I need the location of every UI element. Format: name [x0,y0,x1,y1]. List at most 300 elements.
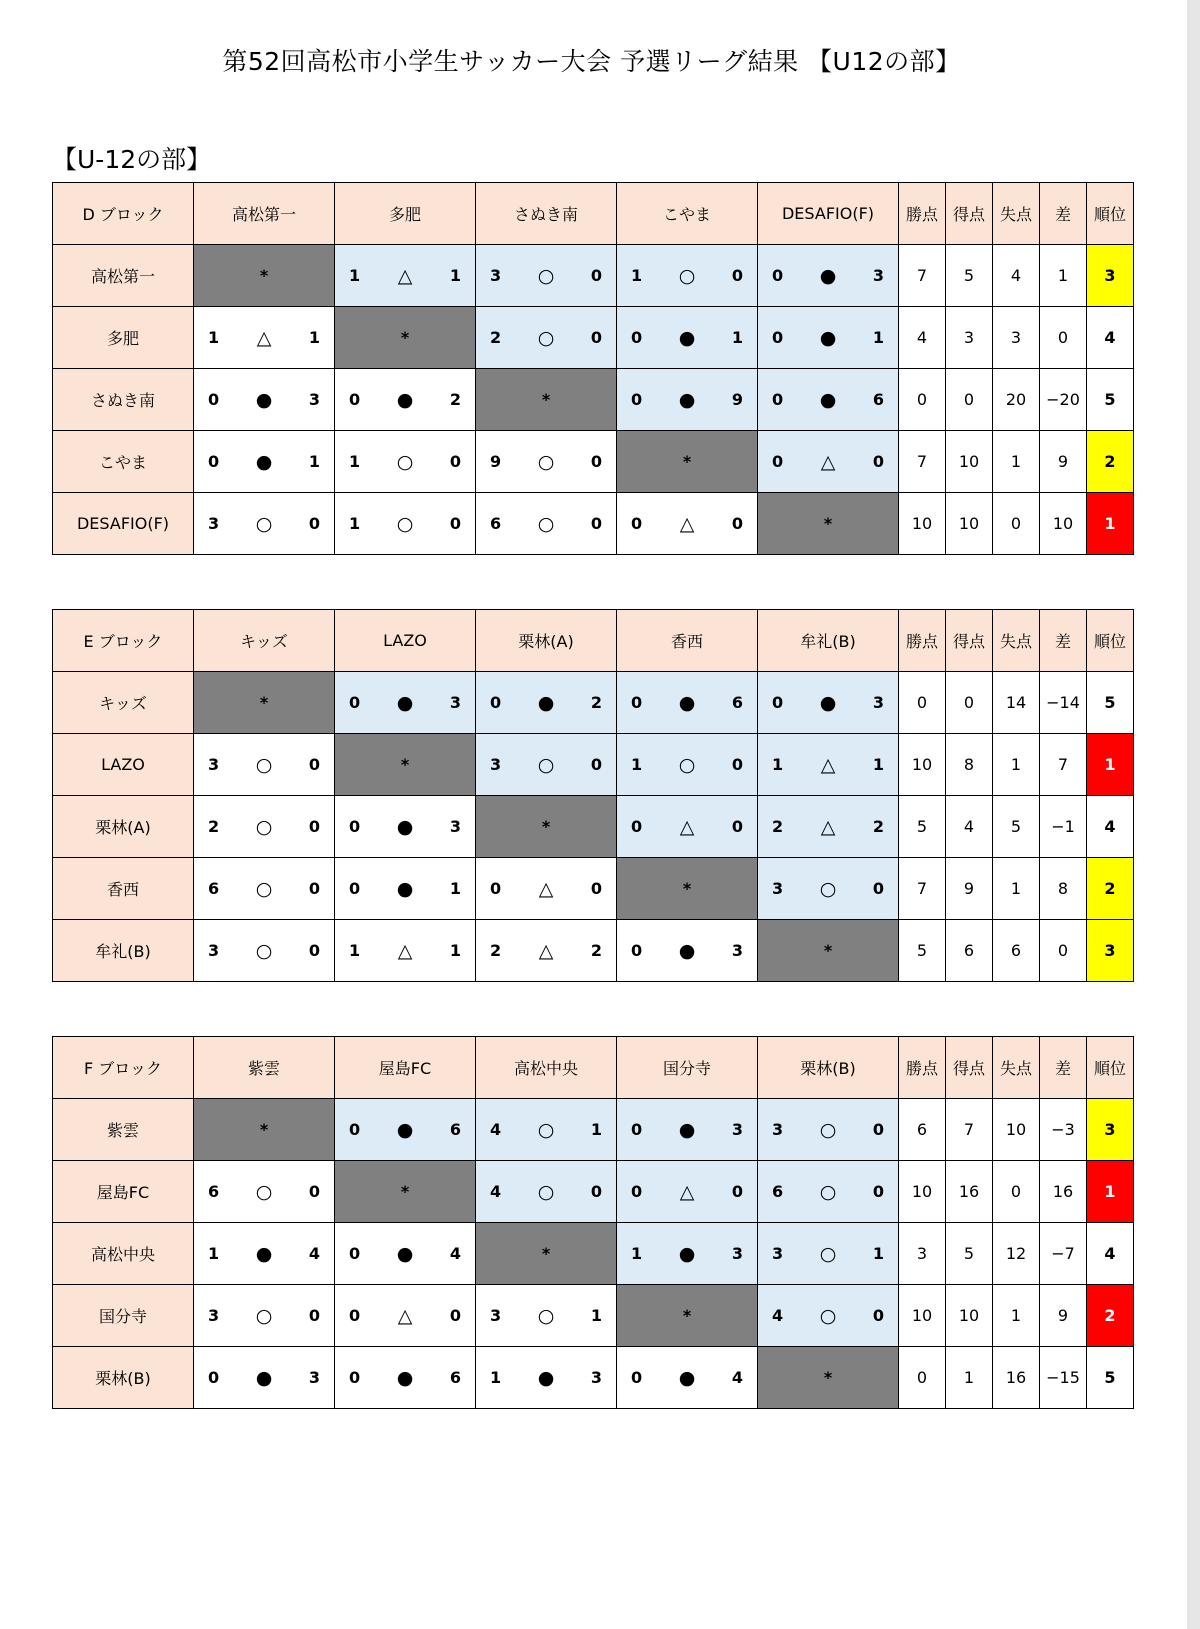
score-against: 3 [731,941,743,960]
table-row [53,796,1134,858]
match-result-cell [476,245,617,307]
points-cell: 10 [899,493,946,555]
result-symbol: ○ [255,877,273,900]
column-team-header: 牟礼(B) [758,610,899,672]
result-symbol: ○ [819,877,837,900]
goals-for-cell: 5 [946,245,993,307]
score-for: 1 [631,266,643,285]
result-symbol: △ [256,326,272,349]
match-result-cell [335,245,476,307]
goals-for-cell: 9 [946,858,993,920]
score-for: 3 [208,514,220,533]
section-heading: 【U-12の部】 [52,145,212,174]
score-against: 4 [731,1368,743,1387]
points-cell: 0 [899,672,946,734]
result-symbol: ● [255,388,273,411]
match-result-cell [476,1347,617,1409]
points-cell: 3 [899,1223,946,1285]
goal-diff-cell: −15 [1040,1347,1087,1409]
column-team-header: 紫雲 [194,1037,335,1099]
rank-cell: 2 [1087,858,1134,920]
result-symbol: ● [678,1366,696,1389]
match-result-cell [194,431,335,493]
score-against: 0 [872,1306,884,1325]
self-match-cell: * [617,431,758,493]
row-team-name: 紫雲 [53,1099,194,1161]
goals-for-cell: 16 [946,1161,993,1223]
result-symbol: ○ [819,1242,837,1265]
result-symbol: ○ [678,753,696,776]
self-match-cell: * [758,920,899,982]
match-result-cell [617,672,758,734]
result-symbol: ○ [537,753,555,776]
match-result-cell [617,1099,758,1161]
points-cell: 7 [899,245,946,307]
result-symbol: ○ [255,1180,273,1203]
match-result-cell [476,493,617,555]
score-against: 2 [872,817,884,836]
rank-cell: 4 [1087,307,1134,369]
match-result-cell [194,734,335,796]
score-for: 0 [349,1368,361,1387]
goals-for-cell: 8 [946,734,993,796]
score-for: 1 [349,266,361,285]
score-against: 9 [731,390,743,409]
rank-cell: 1 [1087,734,1134,796]
score-for: 0 [772,693,784,712]
result-symbol: ● [537,1366,555,1389]
score-for: 6 [772,1182,784,1201]
points-cell: 10 [899,1161,946,1223]
result-symbol: ○ [255,753,273,776]
match-result-cell [758,1223,899,1285]
score-against: 0 [590,1182,602,1201]
score-for: 0 [631,817,643,836]
match-result-cell [194,1161,335,1223]
result-symbol: △ [397,1304,413,1327]
goal-diff-cell: −14 [1040,672,1087,734]
result-symbol: △ [679,512,695,535]
score-against: 6 [449,1120,461,1139]
row-team-name: 牟礼(B) [53,920,194,982]
match-result-cell [335,796,476,858]
stat-header: 勝点 [899,610,946,672]
goals-against-cell: 16 [993,1347,1040,1409]
match-result-cell [335,1285,476,1347]
row-team-name: キッズ [53,672,194,734]
match-result-cell [758,1285,899,1347]
result-symbol: ○ [255,1304,273,1327]
match-result-cell [617,1223,758,1285]
points-cell: 0 [899,369,946,431]
page-title: 第52回高松市小学生サッカー大会 予選リーグ結果 【U12の部】 [222,47,961,76]
goals-for-cell: 0 [946,672,993,734]
score-for: 1 [208,1244,220,1263]
goals-for-cell: 3 [946,307,993,369]
match-result-cell [335,369,476,431]
result-symbol: ● [396,815,414,838]
score-against: 3 [872,266,884,285]
block-name: E ブロック [53,610,194,672]
table-row [53,1285,1134,1347]
match-result-cell [617,369,758,431]
goals-against-cell: 1 [993,431,1040,493]
rank-cell: 5 [1087,369,1134,431]
score-for: 6 [208,1182,220,1201]
result-symbol: ○ [819,1118,837,1141]
score-for: 0 [490,879,502,898]
rank-cell: 5 [1087,672,1134,734]
score-for: 6 [490,514,502,533]
match-result-cell [194,369,335,431]
score-for: 0 [631,1182,643,1201]
points-cell: 7 [899,431,946,493]
score-against: 6 [872,390,884,409]
score-against: 0 [308,755,320,774]
rank-cell: 1 [1087,493,1134,555]
points-cell: 5 [899,920,946,982]
points-cell: 4 [899,307,946,369]
score-for: 0 [772,390,784,409]
league-table-2 [52,609,1134,982]
result-symbol: ● [396,1366,414,1389]
match-result-cell [194,1347,335,1409]
score-for: 0 [772,452,784,471]
score-for: 3 [208,1306,220,1325]
score-against: 0 [590,755,602,774]
score-for: 3 [772,879,784,898]
goal-diff-cell: 0 [1040,920,1087,982]
goals-against-cell: 1 [993,1285,1040,1347]
match-result-cell [617,493,758,555]
score-against: 0 [308,514,320,533]
score-for: 2 [208,817,220,836]
result-symbol: ○ [255,815,273,838]
match-result-cell [335,1223,476,1285]
score-for: 3 [208,941,220,960]
result-symbol: ● [255,1242,273,1265]
score-for: 3 [490,755,502,774]
score-for: 2 [772,817,784,836]
match-result-cell [617,920,758,982]
goal-diff-cell: 7 [1040,734,1087,796]
goals-for-cell: 10 [946,1285,993,1347]
score-against: 0 [731,755,743,774]
table-header-row [53,1037,1134,1099]
result-symbol: ○ [819,1304,837,1327]
result-symbol: ○ [537,326,555,349]
block-name: F ブロック [53,1037,194,1099]
score-against: 1 [872,755,884,774]
column-team-header: さぬき南 [476,183,617,245]
table-row [53,672,1134,734]
stat-header: 勝点 [899,183,946,245]
stat-header: 順位 [1087,183,1134,245]
match-result-cell [335,1347,476,1409]
table-row [53,493,1134,555]
table-row [53,1161,1134,1223]
row-team-name: 国分寺 [53,1285,194,1347]
score-against: 4 [308,1244,320,1263]
stat-header: 差 [1040,1037,1087,1099]
table-row [53,245,1134,307]
row-team-name: LAZO [53,734,194,796]
row-team-name: 多肥 [53,307,194,369]
goals-against-cell: 6 [993,920,1040,982]
score-for: 4 [772,1306,784,1325]
match-result-cell [758,431,899,493]
result-symbol: ○ [537,450,555,473]
goal-diff-cell: 9 [1040,431,1087,493]
stat-header: 差 [1040,610,1087,672]
score-against: 0 [731,266,743,285]
score-against: 2 [590,693,602,712]
score-for: 0 [631,514,643,533]
score-against: 0 [872,1120,884,1139]
result-symbol: △ [538,877,554,900]
score-for: 3 [772,1244,784,1263]
score-against: 1 [872,1244,884,1263]
self-match-cell: * [194,245,335,307]
score-against: 0 [449,452,461,471]
match-result-cell [476,1285,617,1347]
self-match-cell: * [194,1099,335,1161]
column-team-header: 屋島FC [335,1037,476,1099]
match-result-cell [335,858,476,920]
goals-for-cell: 5 [946,1223,993,1285]
column-team-header: DESAFIO(F) [758,183,899,245]
score-against: 3 [308,390,320,409]
score-for: 3 [772,1120,784,1139]
score-for: 9 [490,452,502,471]
goals-against-cell: 0 [993,1161,1040,1223]
result-symbol: ● [678,326,696,349]
score-against: 3 [308,1368,320,1387]
goal-diff-cell: −3 [1040,1099,1087,1161]
row-team-name: 栗林(B) [53,1347,194,1409]
result-symbol: ○ [537,512,555,535]
score-against: 1 [449,941,461,960]
score-for: 0 [208,452,220,471]
stat-header: 順位 [1087,1037,1134,1099]
stat-header: 差 [1040,183,1087,245]
score-against: 0 [449,514,461,533]
rank-cell: 2 [1087,431,1134,493]
goals-against-cell: 12 [993,1223,1040,1285]
goal-diff-cell: 9 [1040,1285,1087,1347]
league-table-3 [52,1036,1134,1409]
block-name: D ブロック [53,183,194,245]
result-symbol: ● [819,326,837,349]
score-against: 1 [590,1306,602,1325]
points-cell: 10 [899,1285,946,1347]
result-symbol: ○ [396,450,414,473]
match-result-cell [194,1223,335,1285]
column-team-header: 高松中央 [476,1037,617,1099]
match-result-cell [476,1099,617,1161]
match-result-cell [758,734,899,796]
rank-cell: 3 [1087,1099,1134,1161]
match-result-cell [476,920,617,982]
stat-header: 失点 [993,1037,1040,1099]
match-result-cell [335,920,476,982]
table-row [53,920,1134,982]
score-against: 4 [449,1244,461,1263]
goals-for-cell: 10 [946,493,993,555]
score-against: 3 [731,1244,743,1263]
score-against: 0 [731,514,743,533]
page-edge [1187,0,1200,1629]
score-for: 0 [349,693,361,712]
stat-header: 得点 [946,183,993,245]
points-cell: 6 [899,1099,946,1161]
result-symbol: △ [679,815,695,838]
column-team-header: 高松第一 [194,183,335,245]
match-result-cell [194,307,335,369]
score-against: 0 [590,879,602,898]
score-for: 0 [631,328,643,347]
table-row [53,1223,1134,1285]
score-for: 1 [631,1244,643,1263]
self-match-cell: * [335,1161,476,1223]
rank-cell: 2 [1087,1285,1134,1347]
goals-against-cell: 20 [993,369,1040,431]
match-result-cell [335,1099,476,1161]
match-result-cell [758,245,899,307]
match-result-cell [617,734,758,796]
result-symbol: ● [678,691,696,714]
result-symbol: ● [396,877,414,900]
result-symbol: ○ [537,264,555,287]
score-against: 1 [449,879,461,898]
score-against: 0 [590,266,602,285]
match-result-cell [758,1161,899,1223]
score-for: 3 [490,1306,502,1325]
self-match-cell: * [335,307,476,369]
self-match-cell: * [617,1285,758,1347]
table-row [53,734,1134,796]
row-team-name: 高松中央 [53,1223,194,1285]
match-result-cell [617,796,758,858]
result-symbol: ● [396,388,414,411]
column-team-header: 多肥 [335,183,476,245]
score-against: 1 [308,452,320,471]
goals-against-cell: 10 [993,1099,1040,1161]
score-against: 0 [872,452,884,471]
goals-for-cell: 0 [946,369,993,431]
match-result-cell [476,307,617,369]
score-against: 0 [308,817,320,836]
score-for: 4 [490,1120,502,1139]
result-symbol: △ [397,939,413,962]
score-for: 3 [490,266,502,285]
stat-header: 失点 [993,610,1040,672]
score-for: 0 [631,693,643,712]
score-for: 2 [490,328,502,347]
result-symbol: ○ [255,939,273,962]
goals-for-cell: 10 [946,431,993,493]
result-symbol: △ [679,1180,695,1203]
goal-diff-cell: 8 [1040,858,1087,920]
score-for: 0 [349,879,361,898]
goals-against-cell: 1 [993,734,1040,796]
result-symbol: ● [819,691,837,714]
score-against: 6 [731,693,743,712]
row-team-name: 香西 [53,858,194,920]
table-row [53,1347,1134,1409]
score-for: 1 [349,452,361,471]
score-against: 0 [590,328,602,347]
row-team-name: DESAFIO(F) [53,493,194,555]
self-match-cell: * [335,734,476,796]
score-against: 1 [731,328,743,347]
score-for: 0 [349,1306,361,1325]
score-for: 3 [208,755,220,774]
score-against: 0 [590,452,602,471]
self-match-cell: * [758,493,899,555]
result-symbol: ● [255,450,273,473]
table-row [53,369,1134,431]
self-match-cell: * [758,1347,899,1409]
goals-against-cell: 0 [993,493,1040,555]
score-for: 0 [631,1120,643,1139]
score-for: 0 [772,328,784,347]
result-symbol: ● [678,1242,696,1265]
score-for: 0 [349,817,361,836]
stat-header: 勝点 [899,1037,946,1099]
rank-cell: 3 [1087,920,1134,982]
goal-diff-cell: −20 [1040,369,1087,431]
match-result-cell [758,796,899,858]
table-row [53,1099,1134,1161]
points-cell: 0 [899,1347,946,1409]
score-for: 0 [490,693,502,712]
score-against: 0 [590,514,602,533]
score-for: 2 [490,941,502,960]
score-for: 0 [208,1368,220,1387]
result-symbol: ● [537,691,555,714]
result-symbol: ● [678,388,696,411]
result-symbol: ● [255,1366,273,1389]
score-against: 3 [590,1368,602,1387]
result-symbol: ● [396,1118,414,1141]
match-result-cell [617,307,758,369]
goal-diff-cell: 16 [1040,1161,1087,1223]
score-for: 0 [772,266,784,285]
result-symbol: ○ [537,1304,555,1327]
score-for: 1 [208,328,220,347]
column-team-header: LAZO [335,610,476,672]
match-result-cell [617,245,758,307]
score-against: 0 [308,1182,320,1201]
table-header-row [53,610,1134,672]
row-team-name: 高松第一 [53,245,194,307]
match-result-cell [476,672,617,734]
rank-cell: 5 [1087,1347,1134,1409]
rank-cell: 4 [1087,796,1134,858]
score-for: 0 [208,390,220,409]
match-result-cell [758,369,899,431]
goal-diff-cell: −7 [1040,1223,1087,1285]
stat-header: 得点 [946,610,993,672]
column-team-header: 栗林(A) [476,610,617,672]
score-against: 1 [590,1120,602,1139]
result-symbol: ○ [819,1180,837,1203]
match-result-cell [758,307,899,369]
result-symbol: ○ [537,1180,555,1203]
score-for: 0 [349,1244,361,1263]
result-symbol: △ [820,450,836,473]
